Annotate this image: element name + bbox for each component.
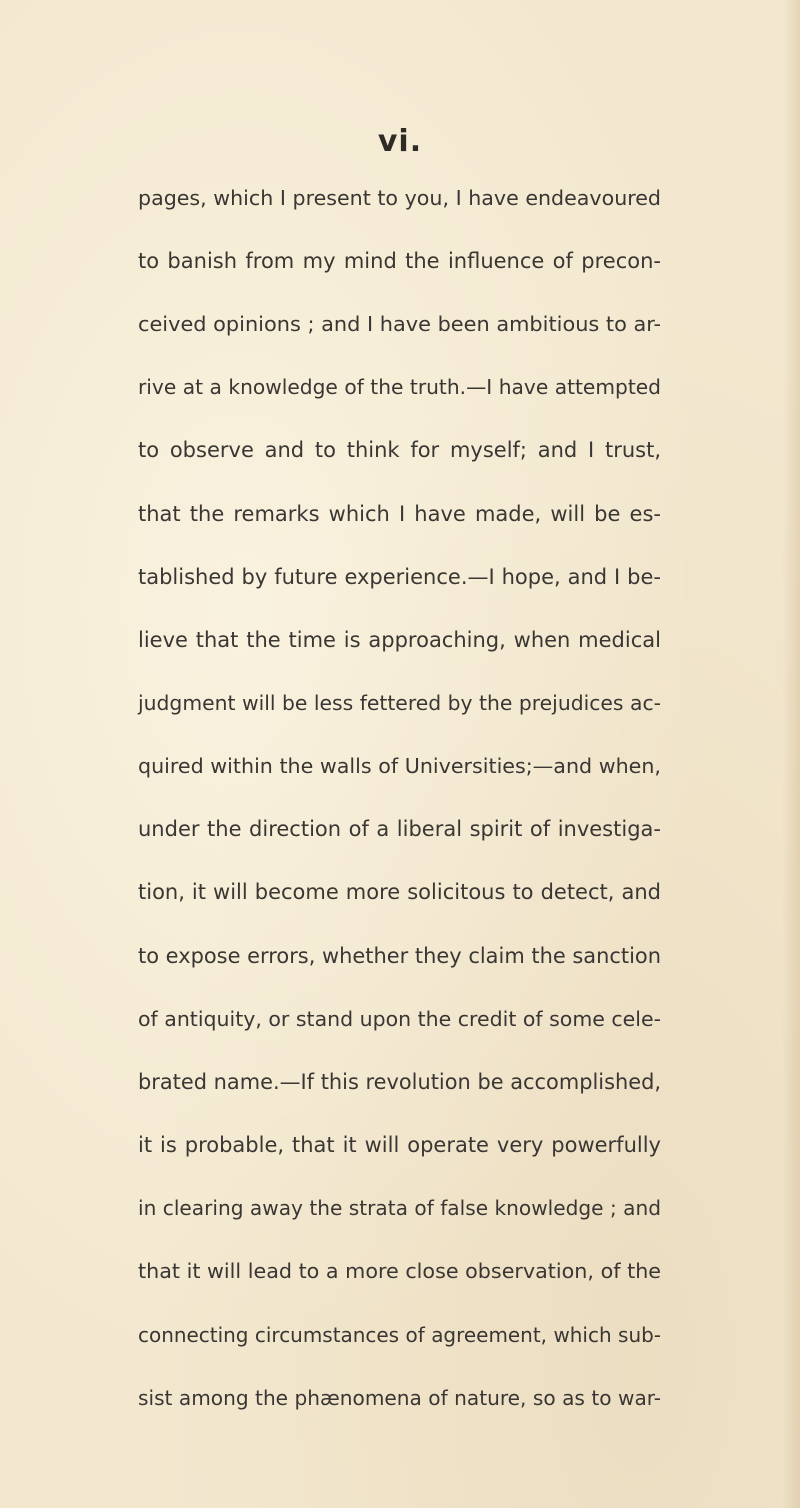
text-line-5: to observe and to think for myself; and I trust, [138,438,661,462]
text-line-11: under the direction of a liberal spirit of investiga- [138,817,661,841]
page-number: vi. [377,124,423,159]
text-line-1: pages, which I present to you, I have endeavoured [138,186,662,210]
text-line-13: to expose errors, whether they claim the sanction [138,944,662,968]
text-line-19: connecting circumstances of agreement, which sub- [138,1323,661,1347]
text-line-16: it is probable, that it will operate very powerfully [138,1133,661,1157]
text-line-6: that the remarks which I have made, will be es- [138,502,661,526]
text-line-17: in clearing away the strata of false knowledge ; and [138,1196,661,1220]
text-line-9: judgment will be less fettered by the prejudices ac- [138,691,661,715]
text-line-8: lieve that the time is approaching, when medical [138,628,661,652]
text-line-10: quired within the walls of Universities;—and when, [138,754,661,778]
text-line-14: of antiquity, or stand upon the credit of some cele- [138,1007,661,1031]
text-line-4: rive at a knowledge of the truth.—I have attempted [138,375,661,399]
text-line-3: ceived opinions ; and I have been ambitious to ar- [138,312,662,336]
page-edge-shadow [782,0,800,1508]
text-line-20: sist among the phænomena of nature, so as to war- [138,1386,662,1410]
text-line-2: to banish from my mind the influence of precon- [138,249,661,273]
text-line-7: tablished by future experience.—I hope, and I be- [138,565,661,589]
text-line-15: brated name.—If this revolution be accomplished, [138,1070,662,1094]
text-line-18: that it will lead to a more close observation, of the [138,1259,662,1283]
text-line-12: tion, it will become more solicitous to detect, and [138,880,661,904]
